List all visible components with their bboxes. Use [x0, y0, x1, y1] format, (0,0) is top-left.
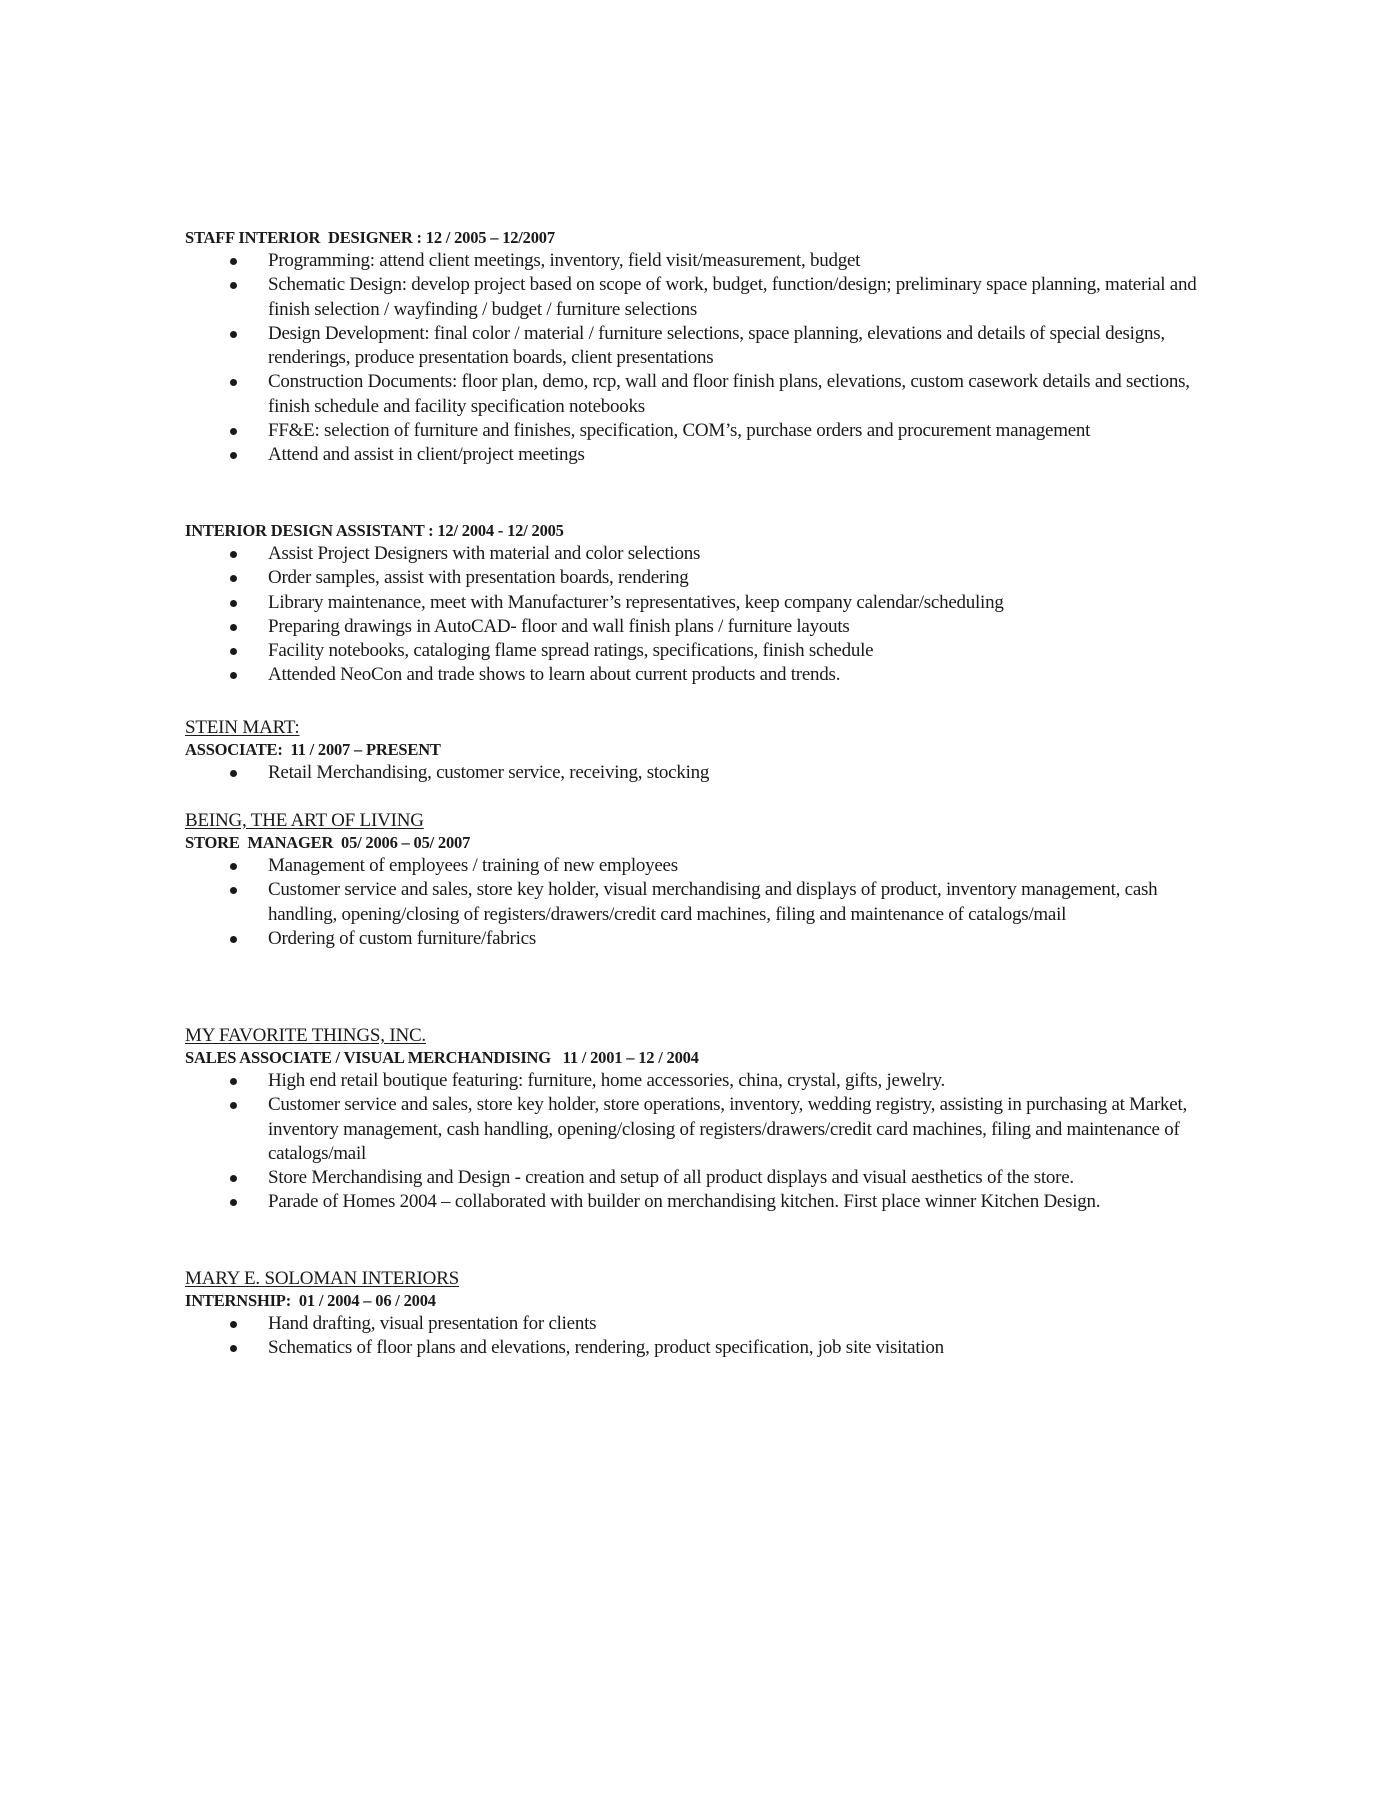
company-name: MARY E. SOLOMAN INTERIORS	[185, 1268, 460, 1289]
bullet-icon	[230, 575, 237, 582]
job-section-stein-mart	[185, 716, 1225, 785]
list-item: Construction Documents: floor plan, demo, rcp, wall and floor finish plans, elevations, custom casework details and sections, finish schedule and facility specification notebooks	[185, 370, 1228, 419]
job-title: STAFF INTERIOR DESIGNER : 12 / 2005 – 12/2007	[185, 228, 555, 247]
bullet-list	[185, 761, 1225, 785]
list-item: FF&E: selection of furniture and finishes, specification, COM’s, purchase orders and procurement management	[185, 419, 1228, 443]
bullet-icon	[230, 1321, 237, 1328]
bullet-icon	[230, 863, 237, 870]
bullet-icon	[230, 1175, 237, 1182]
bullet-icon	[230, 624, 237, 631]
company-name: BEING, THE ART OF LIVING	[185, 810, 424, 831]
bullet-icon	[230, 600, 237, 607]
list-item: Parade of Homes 2004 – collaborated with builder on merchandising kitchen. First place winner Kitchen Design.	[185, 1190, 1228, 1214]
company-name: STEIN MART:	[185, 717, 300, 738]
list-item: Facility notebooks, cataloging flame spread ratings, specifications, finish schedule	[185, 639, 1228, 663]
bullet-list	[185, 854, 1225, 951]
bullet-list	[185, 249, 1225, 468]
bullet-icon	[230, 258, 237, 265]
list-item: Customer service and sales, store key holder, visual merchandising and displays of product, inventory management, cash handling, opening/closing of registers/drawers/credit card machines, filing and maintenance of catalogs/mail	[185, 878, 1228, 927]
bullet-icon	[230, 1199, 237, 1206]
list-item: Programming: attend client meetings, inventory, field visit/measurement, budget	[185, 249, 1228, 273]
bullet-icon	[230, 1102, 237, 1109]
bullet-icon	[230, 648, 237, 655]
job-title: INTERNSHIP: 01 / 2004 – 06 / 2004	[185, 1291, 436, 1310]
list-item: Library maintenance, meet with Manufacturer’s representatives, keep company calendar/scheduling	[185, 591, 1228, 615]
bullet-icon	[230, 1078, 237, 1085]
list-item: Attended NeoCon and trade shows to learn about current products and trends.	[185, 663, 1228, 687]
list-item: Assist Project Designers with material and color selections	[185, 542, 1228, 566]
list-item: Schematic Design: develop project based on scope of work, budget, function/design; preliminary space planning, material and finish selection / wayfinding / budget / furniture selections	[185, 273, 1228, 322]
list-item: Hand drafting, visual presentation for clients	[185, 1312, 1228, 1336]
bullet-list	[185, 542, 1225, 688]
bullet-icon	[230, 428, 237, 435]
job-title: SALES ASSOCIATE / VISUAL MERCHANDISING 11 / 2001 – 12 / 2004	[185, 1048, 699, 1067]
job-section-interior-design-assistant	[185, 520, 1225, 688]
bullet-icon	[230, 887, 237, 894]
bullet-icon	[230, 379, 237, 386]
job-title: ASSOCIATE: 11 / 2007 – PRESENT	[185, 740, 441, 759]
bullet-icon	[230, 282, 237, 289]
bullet-icon	[230, 331, 237, 338]
list-item: Design Development: final color / material / furniture selections, space planning, elevations and details of special designs, renderings, produce presentation boards, client presentations	[185, 322, 1228, 371]
company-name: MY FAVORITE THINGS, INC.	[185, 1025, 426, 1046]
job-section-mary-e-soloman-interiors	[185, 1267, 1225, 1361]
bullet-icon	[230, 672, 237, 679]
list-item: Customer service and sales, store key holder, store operations, inventory, wedding registry, assisting in purchasing at Market, inventory management, cash handling, opening/closing of registers/drawers/credit card machines, filing and maintenance of catalogs/mail	[185, 1093, 1228, 1166]
list-item: Ordering of custom furniture/fabrics	[185, 927, 1228, 951]
bullet-icon	[230, 936, 237, 943]
job-section-being-art-of-living	[185, 809, 1225, 951]
list-item: Preparing drawings in AutoCAD- floor and wall finish plans / furniture layouts	[185, 615, 1228, 639]
bullet-icon	[230, 452, 237, 459]
job-section-staff-interior-designer	[185, 227, 1225, 468]
job-title: INTERIOR DESIGN ASSISTANT : 12/ 2004 - 12/ 2005	[185, 521, 564, 540]
list-item: Management of employees / training of new employees	[185, 854, 1228, 878]
list-item: Store Merchandising and Design - creation and setup of all product displays and visual aesthetics of the store.	[185, 1166, 1228, 1190]
bullet-list	[185, 1312, 1225, 1361]
bullet-list	[185, 1069, 1225, 1215]
bullet-icon	[230, 1345, 237, 1352]
list-item: Retail Merchandising, customer service, receiving, stocking	[185, 761, 1228, 785]
list-item: High end retail boutique featuring: furniture, home accessories, china, crystal, gifts, jewelry.	[185, 1069, 1228, 1093]
job-title: STORE MANAGER 05/ 2006 – 05/ 2007	[185, 833, 471, 852]
list-item: Schematics of floor plans and elevations, rendering, product specification, job site visitation	[185, 1336, 1228, 1360]
bullet-icon	[230, 551, 237, 558]
job-section-my-favorite-things	[185, 1024, 1225, 1215]
list-item: Order samples, assist with presentation boards, rendering	[185, 566, 1228, 590]
list-item: Attend and assist in client/project meetings	[185, 443, 1228, 467]
bullet-icon	[230, 770, 237, 777]
